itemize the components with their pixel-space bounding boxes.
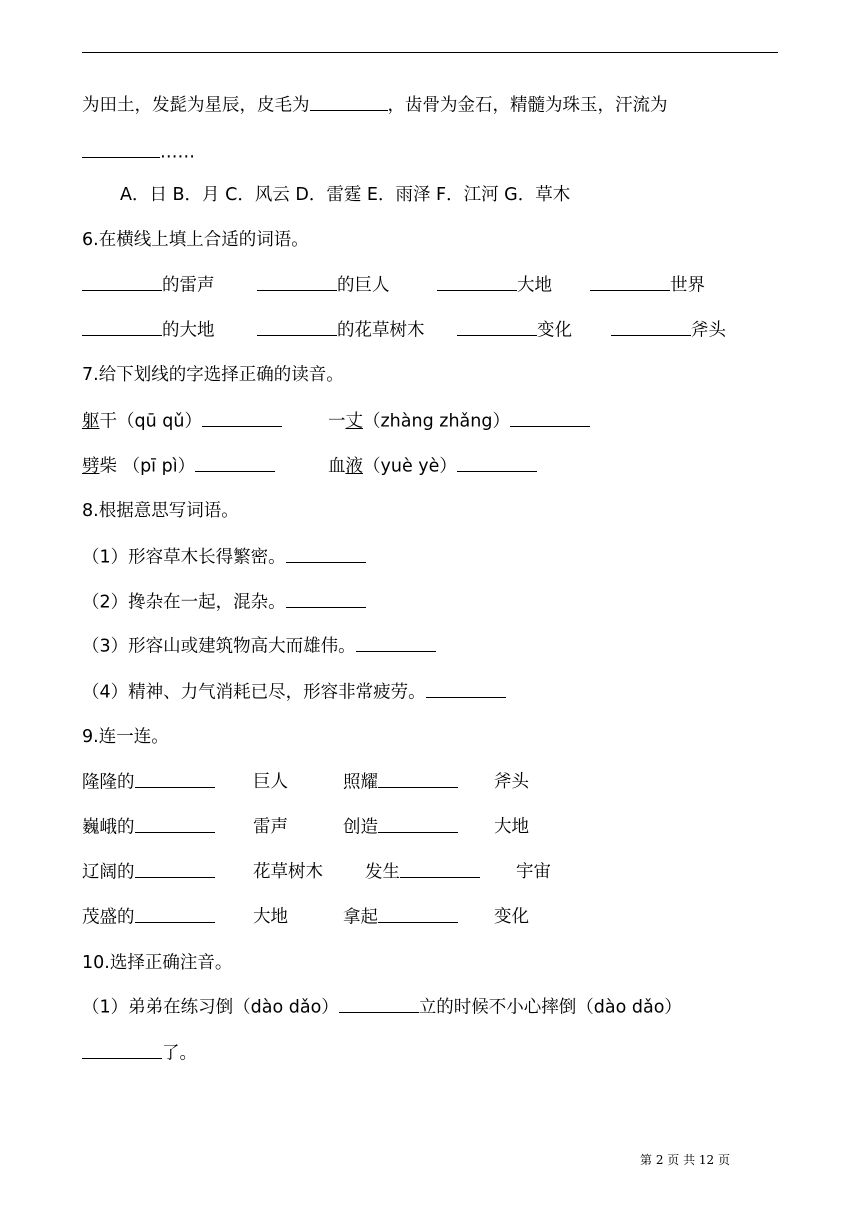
- q5-text-line: 为田土，发髭为星辰，皮毛为 ，齿骨为金石，精髓为珠玉，汗流为: [82, 93, 668, 118]
- answer-blank[interactable]: [378, 770, 458, 788]
- answer-blank[interactable]: [286, 590, 366, 608]
- answer-blank[interactable]: [82, 318, 162, 336]
- q6-title: 6.在横线上填上合适的词语。: [82, 230, 309, 250]
- answer-blank[interactable]: [257, 318, 337, 336]
- q9-row-2: 巍峨的 雷声 创造 大地: [82, 817, 529, 838]
- answer-blank[interactable]: [135, 860, 215, 878]
- answer-blank[interactable]: [356, 634, 436, 652]
- answer-blank[interactable]: [426, 680, 506, 698]
- q9-row-3: 辽阔的 花草树木 发生 宇宙: [82, 862, 551, 883]
- answer-blank[interactable]: [135, 905, 215, 923]
- answer-blank[interactable]: [457, 454, 537, 472]
- answer-blank[interactable]: [257, 273, 337, 291]
- q10-item-1-cont: 了。: [82, 1041, 197, 1066]
- q5-text-line-2: ……: [82, 140, 195, 165]
- q5-options: A．日 B．月 C．风云 D．雷霆 E．雨泽 F．江河 G．草木: [120, 185, 571, 205]
- answer-blank[interactable]: [202, 409, 282, 427]
- q7-title: 7.给下划线的字选择正确的读音。: [82, 365, 344, 385]
- answer-blank[interactable]: [286, 545, 366, 563]
- q7-row-1: 躯干（qū qǔ） 一丈（zhàng zhǎng）: [82, 409, 782, 433]
- answer-blank[interactable]: [400, 860, 480, 878]
- answer-blank[interactable]: [339, 995, 419, 1013]
- answer-blank[interactable]: [195, 454, 275, 472]
- q8-item-1: （1）形容草木长得繁密。: [82, 545, 366, 570]
- q7-row-2: 劈柴 （pī pì） 血液（yuè yè）: [82, 454, 782, 478]
- q8-item-3: （3）形容山或建筑物高大而雄伟。: [82, 634, 436, 659]
- q8-title: 8.根据意思写词语。: [82, 501, 239, 521]
- answer-blank[interactable]: [82, 140, 160, 158]
- q10-title: 10.选择正确注音。: [82, 953, 233, 973]
- answer-blank[interactable]: [378, 905, 458, 923]
- q6-row-1: 的雷声 的巨人 大地 世界: [82, 273, 782, 297]
- answer-blank[interactable]: [135, 770, 215, 788]
- answer-blank[interactable]: [590, 273, 670, 291]
- answer-blank[interactable]: [378, 815, 458, 833]
- q9-title: 9.连一连。: [82, 727, 169, 747]
- page-number: 第 2 页 共 12 页: [640, 1153, 730, 1167]
- header-rule: [82, 52, 778, 53]
- answer-blank[interactable]: [82, 273, 162, 291]
- answer-blank[interactable]: [310, 93, 388, 111]
- q10-item-1: （1）弟弟在练习倒（dào dǎo） 立的时候不小心摔倒（dào dǎo）: [82, 995, 682, 1020]
- q6-row-2: 的大地 的花草树木 变化 斧头: [82, 318, 782, 342]
- answer-blank[interactable]: [611, 318, 691, 336]
- q8-item-4: （4）精神、力气消耗已尽，形容非常疲劳。: [82, 680, 506, 705]
- q8-item-2: （2）搀杂在一起，混杂。: [82, 590, 366, 615]
- answer-blank[interactable]: [437, 273, 517, 291]
- answer-blank[interactable]: [82, 1041, 162, 1059]
- answer-blank[interactable]: [510, 409, 590, 427]
- q9-row-1: 隆隆的 巨人 照耀 斧头: [82, 772, 529, 793]
- answer-blank[interactable]: [135, 815, 215, 833]
- q9-row-4: 茂盛的 大地 拿起 变化: [82, 907, 529, 928]
- answer-blank[interactable]: [457, 318, 537, 336]
